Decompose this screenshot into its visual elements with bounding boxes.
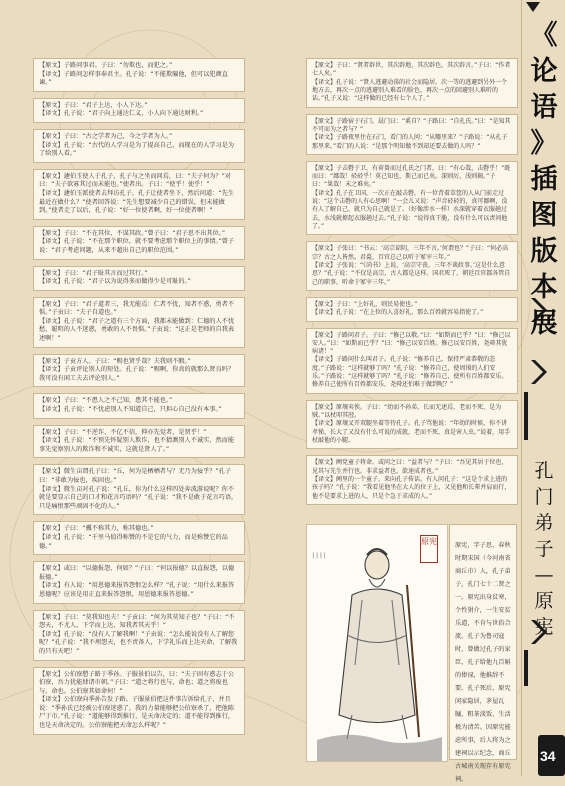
translation-text: 【译文】孔子说：“不预先怀疑别人欺诈，也不猜测别人不诚实，然而能事先觉察别人的欺诈和不诚实，这就是贤人了。” (39, 437, 235, 453)
original-text: 【原文】子曰：“贤者辟世，其次辟地，其次辟色，其次辟言。”子曰：“作者七人矣。” (312, 62, 511, 78)
original-text: 【原文】公伯寮愬子路于季孙。子服景伯以告，曰：“夫子固有惑志于公伯寮，吾力犹能肆诸市朝。”子曰：“道之将行也与，命也；道之将废也与，命也。公伯寮其如命何！” (39, 670, 235, 695)
original-text: 【原文】子贡方人。子曰：“赐也贤乎哉？夫我则不暇。” (39, 357, 191, 365)
text-box (33, 521, 245, 555)
text-box (33, 226, 245, 260)
text-box (306, 58, 518, 108)
text-box (33, 425, 245, 459)
text-box (33, 58, 245, 92)
right-column (306, 58, 518, 511)
translation-text: 【译文】子张说：“《尚书》上说，‘高宗守丧，三年不谈政事。’这是什么意思？”孔子说：“不仅是高宗，古人都是这样。国君死了，朝廷百官都各管自己的职事，听命于冢宰三年。” (312, 261, 511, 286)
text-box (33, 667, 245, 735)
original-text: 【原文】子曰：“君子道者三，我无能焉：仁者不忧，知者不惑，勇者不惧。”子贡曰：“夫子自道也。” (39, 300, 235, 317)
original-text: 【原文】子路宿于石门。晨门曰：“奚自？”子路曰：“自孔氏。”曰：“是知其不可而为之者与？” (312, 117, 511, 133)
original-text: 【原文】阙党童子将命。或问之曰：“益者与？”子曰：“吾见其居于位也，见其与先生并行也。非求益者也，欲速成者也。” (312, 459, 508, 475)
translation-text: 【译文】孔子说：“没有人了解我啊！”子贡说：“怎么能说没有人了解您呢？”孔子说：“我不埋怨天，也不责备人，下学礼乐而上达天命，了解我的只有天吧！” (39, 630, 238, 655)
translation-text: 【译文】子路夜里住在石门，看门的人问：“从哪里来？”子路说：“从孔子那里来。”看门的人说：“是那个明知做不到却还要去做的人吗？” (312, 134, 508, 150)
translation-text: 【译文】孔子说：“千里马值得称赞的不是它的气力，而是称赞它的品德。” (39, 533, 228, 550)
text-box (306, 297, 518, 322)
translation-text: 【译文】孔子说：“不忧虑别人不知道自己，只担心自己没有本事。” (39, 406, 222, 414)
original-text: 【原文】子曰：“不逆诈，不亿不信，抑亦先觉者，是贤乎！” (39, 428, 207, 436)
original-text: 【原文】子击磬于卫，有荷蒉而过孔氏之门者，曰：“有心哉，击磬乎！”既而曰：“鄙哉！硁硁乎！莫己知也，斯己而已矣。深则厉，浅则揭。”子曰：“果哉！末之难矣。” (312, 164, 511, 189)
seal-stamp: 原宪 (420, 535, 438, 563)
text-box (33, 98, 245, 123)
translation-text: 【译文】原壤叉开双腿坐着等待孔子。孔子骂他说：“年幼的时候，你不讲孝悌，长大了又没有什么可说的成就，老而不死，真是害人虫。”说着，用手杖敲他的小腿。 (312, 420, 511, 444)
text-box (33, 610, 245, 661)
text-box (306, 114, 518, 155)
divider-line (521, 0, 522, 776)
original-text: 【原文】原壤夷俟。子曰：“幼而不孙弟，长而无述焉，老而不死，是为贼。”以杖叩其胫。 (312, 403, 502, 419)
text-box (33, 297, 245, 348)
original-text: 【原文】子路问君子。子曰：“修己以敬。”曰：“如斯而已乎？”曰：“修己以安人。”曰：“如斯而已乎？”曰：“修己以安百姓。修己以安百姓，尧舜其犹病诸！” (312, 331, 511, 356)
left-column (33, 58, 245, 741)
section-title: 孔 门 弟 子 — 原 宪 (534, 460, 554, 638)
text-box (33, 393, 245, 418)
original-text: 【原文】子曰：“古之学者为己，今之学者为人。” (39, 132, 173, 140)
portrait-illustration (306, 524, 448, 762)
original-text: 【原文】子曰：“莫我知也夫！”子贡曰：“何为其莫知子也？”子曰：“不怨天，不尤人，下学而上达，知我者其天乎！” (39, 613, 235, 630)
translation-text: 【译文】有人说：“用恩德来报答怨恨怎么样？”孔子说：“用什么来报答恩德呢？应该是用正直来报答怨恨，用恩德来报答恩德。” (39, 582, 235, 598)
translation-text: 【译文】子路问什么叫君子。孔子说：“修养自己，保持严肃恭敬的态度。”子路说：“这样就够了吗？”孔子说：“修养自己，使周围的人们安乐。”子路说：“这样就够了吗？”孔子说：“修养自己，使所有百姓都安乐。修养自己使所有百姓都安乐，尧舜还怕难于做到呢？” (312, 356, 508, 389)
text-box (33, 354, 245, 388)
original-text: 【原文】子曰：“不患人之不己知，患其不能也。” (39, 397, 173, 405)
text-box (33, 266, 245, 291)
translation-text: 【译文】孔子说：“君子之道有三个方面，我都未能做到：仁德的人不忧愁，聪明的人不迷惑，勇敢的人不畏惧。”子贡说：“这正是老师的自我表述啊！” (39, 317, 235, 343)
original-text: 【原文】微生亩谓孔子曰：“丘，何为是栖栖者与？无乃为佞乎？”孔子曰：“非敢为佞也，疾固也。” (39, 468, 232, 484)
translation-text: 【译文】孔子说：“君子以为说得多而做得少是可耻的。” (39, 278, 191, 286)
text-box (33, 561, 245, 603)
translation-text: 【译文】孔子说：“古代的人学习是为了提高自己，而现在的人学习是为了给别人看。” (39, 141, 235, 158)
original-text: 【原文】子曰：“骥不称其力，称其德也。” (39, 525, 154, 533)
original-text: 【原文】蘧伯玉使人于孔子，孔子与之坐而问焉，曰：“夫子何为？”对曰：“夫子欲寡其过而未能也。”使者出。子曰：“使乎！使乎！” (39, 172, 232, 189)
text-box (33, 129, 245, 163)
translation-text: 【译文】公伯寮向季孙告发子路。子服景伯把这件事告诉给孔子，并且说：“季孙氏已经被公伯寮迷惑了，我的力量能够把公伯寮杀了，把他陈尸于市。”孔子说：“道能够得到推行，是天命决定的；道不能得到推行，也是天命决定的。公伯寮能把天命怎么样呢？” (39, 696, 235, 730)
translation-text: 【译文】孔子说：“在上位的人喜好礼，那么百姓就容易指使了。” (312, 309, 484, 317)
text-box (306, 161, 518, 236)
translation-text: 【译文】阙里的一个童子，来向孔子传话。有人问孔子：“这是个求上进的孩子吗？”孔子说：“我看见他坐在大人的位子上，又见他和长辈并肩而行，他不是要求上进的人，只是个急于求成的人。” (312, 475, 511, 500)
translation-text: 【译文】孔子说：“君子向上通达仁义，小人向下通达财利。” (39, 110, 204, 118)
figure-caption: 原宪，字子思，春秋时期宋国（今河南省商丘市）人，孔子弟子，孔门七十二贤之一。原宪出身贫寒，个性狷介，一生安贫乐道，不肯与世俗合流。孔子为鲁司寇时，曾做过孔子的家臣，孔子给他九百斛的俸禄，他推辞不要。孔子死后，原宪闲家隐居，茅屋瓦牖，粗茶淡饭，生活极为清苦。因原宪能虑所事，后人将为之建祠以示纪念，商丘古城南关现存有原宪祠。 (449, 524, 517, 760)
text-box (33, 464, 245, 515)
text-box (306, 328, 518, 394)
original-text: 【原文】子曰：“上好礼，则民易使也。” (312, 300, 418, 308)
translation-text: 【译文】子贡评论别人的短处。孔子说：“赐啊，你真的就那么贤良吗？我可没有闲工夫去评论别人。” (39, 366, 235, 382)
page-number: 34 (540, 748, 556, 764)
original-text: 【原文】子路问事君。子曰：“勿欺也，而犯之。” (39, 62, 173, 69)
text-box (306, 400, 518, 450)
translation-text: 【译文】孔子说：“不在那个职位，就不要考虑那个职位上的事情。”曾子说：“君子考虑问题，从来不超出自己的职位范围。” (39, 238, 235, 254)
text-box (306, 455, 518, 505)
original-text: 【原文】子张曰：“书云：‘高宗谅阴，三年不言。’何谓也？”子曰：“何必高宗？古之人皆然。君薨，百官总己以听于冢宰三年。” (312, 245, 509, 261)
translation-text: 【译文】孔子说：“贤人逃避动荡的社会而隐居，次一等的逃避到另外一个地方去，再次一点的逃避别人难看的脸色，再次一点的回避别人难听的话。”孔子又说：“这样做的已经有七个人了。” (312, 78, 508, 103)
original-text: 【原文】子曰：“君子耻其言而过其行。” (39, 269, 148, 277)
translation-text: 【译文】微生亩对孔子说：“孔丘，你为什么这样四处奔波游说呢？你不就是要显示自己的口才和花言巧语吗？”孔子说：“我不是敢于花言巧语，只是痛恨那些顽固不化的人。” (39, 485, 238, 510)
translation-text: 【译文】子路问怎样事奉君主。孔子说：“不能欺骗他，但可以犯颜直谏。” (39, 70, 228, 87)
original-text: 【原文】子曰：“君子上达，小人下达。” (39, 101, 148, 109)
text-box (33, 169, 245, 220)
book-title: 《 论 语 》 插 图 版 本 展 (530, 20, 558, 339)
original-text: 【原文】或曰：“以德报怨，何如？”子曰：“何以报德？以直报怨，以德报德。” (39, 565, 235, 581)
translation-text: 【译文】蘧伯玉派使者去拜访孔子。孔子让使者坐下，然后问道：“先生最近在做什么？”使者回答说：“先生想要减少自己的错误，但未能做到。”使者走了以后，孔子说：“好一位使者啊，好一位使者啊！” (39, 189, 235, 215)
text-box (306, 241, 518, 291)
translation-text: 【译文】孔子在卫国，一次正在敲击磬，有一位背着草筐的人从门前走过说：“这个击磬的人有心思啊！”一会儿又说：“声音硁硁的，真可鄙啊，没有人了解自己，就只为自己就是了。（好像涉水一样）水深就穿着衣服趟过去，水浅就撩起衣服趟过去。”孔子说：“说得真干脆，没有什么可以责问他了。” (312, 189, 508, 230)
original-text: 【原文】子曰：“不在其位，不谋其政。”曾子曰：“君子思不出其位。” (39, 229, 226, 237)
calligraphy-inscription: ▏▏▏▏ (313, 553, 329, 559)
